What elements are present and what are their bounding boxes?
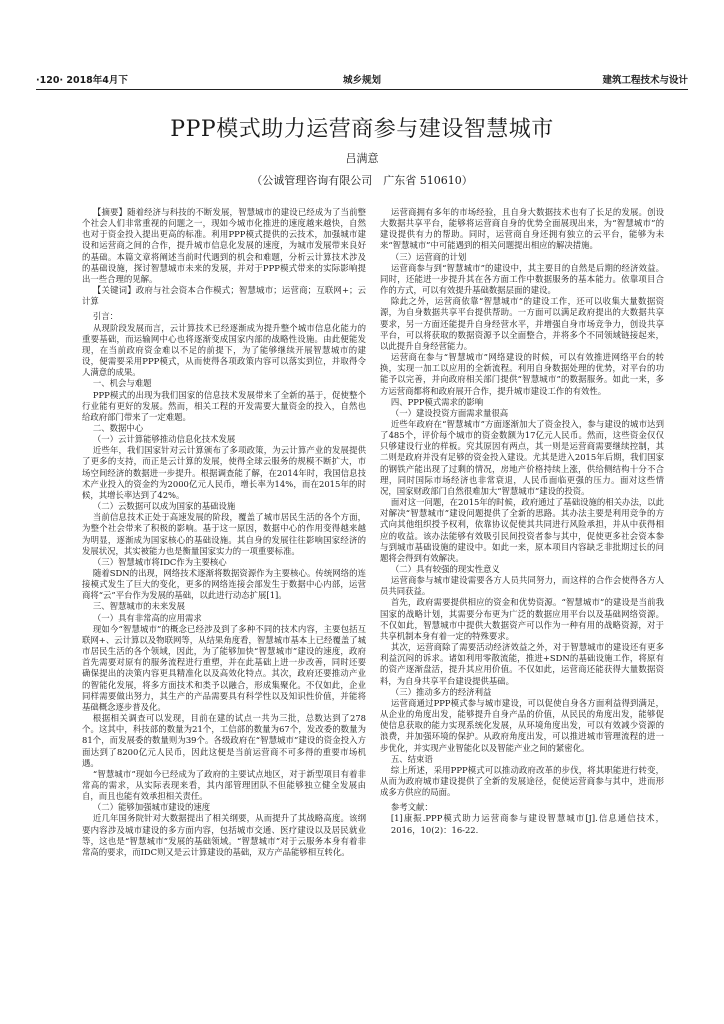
subsection-heading: （二）云数据可以成为国家的基础设施: [92, 501, 236, 512]
page-header: [36, 72, 688, 88]
article-author: 吕满意: [345, 152, 379, 165]
paragraph: 现如今“智慧城市”的概念已经涉及到了多种不同的技术内容，主要包括互联网+、云计算以及物联网等，从结果角度看，智慧城市基本上已经覆盖了城市居民生活的各个领域，因此，为了能够加快“智慧城市”建设的速度，政府首先需要对原有的服务流程进行重塑，并在此基础上进一步改善，同时还要确保提出的决策内容更具精准化以及高效化特点。其次，政府还要推动产业的智能化发展，将多方面技术和类予以融合，形成集聚化。不仅如此，企业同样需要做出努力，其生产的产品需要具有科学性以及知识性价值，并能将基础概念逐步普及化。: [82, 623, 366, 712]
paragraph: 综上所述，采用PPP模式可以推动政府改革的步伐，将其职能进行转变，从而为政府城市建设提供了全新的发展途径，促使运营商参与其中，进而形成多方供应的局面。: [380, 764, 664, 798]
reference-item: [1]康振.PPP模式助力运营商参与建设智慧城市[J].信息通信技术，2016，10(2)：16-22.: [390, 813, 664, 835]
paragraph: 面对这一问题，在2015年的时候，政府通过了基础设施的相关办法，以此对解决“智慧城市”建设问题提供了全新的思路。其办法主要是利用竞争的方式向其他组织授予权利，依靠协议促使其共同进行风险承担，并从中获得相应的收益。该办法能够有效吸引民间投资者参与其中，促使更多社会资本参与到城市基础设施的建设中。如此一来，原本项目内容缺乏非批期过长的问题将会得到有效解决。: [380, 497, 664, 563]
subsection-heading: （三）推动多方的经济利益: [390, 686, 492, 697]
paragraph: 随着SDN的出现，网络技术逐渐将数据资源作为主要核心。传统网络的连接模式发生了巨大的变化，更多的网络连接会部发生于数据中心内部，运营商将“云”平台作为发展的基础，以此进行动态扩展[1]。: [82, 568, 366, 601]
subsection-heading: （一）云计算能够推动信息化技术发展: [92, 434, 236, 445]
references-heading: 参考文献：: [390, 802, 433, 813]
keywords: 【关键词】政府与社会资本合作模式；智慧城市；运营商；互联网+；云计算: [82, 285, 366, 307]
subsection-heading: （三）运营商的计划: [390, 251, 467, 262]
paragraph: 从现阶段发展而言，云计算技术已经逐渐成为提升整个城市信息化能力的重要基础，而运输网中心也将逐渐变成国家内部的战略性设施。由此便能发现，在当前政府资金难以不足的前提下，为了能够继续开展智慧城市的建设，便需要采用PPP模式，从而使得各项政策内容可以落实到位，并取得令人满意的成果。: [82, 322, 366, 378]
section-heading: 一、机会与难题: [92, 378, 152, 389]
section-heading: 四、PPP模式需求的影响: [390, 396, 484, 407]
subsection-heading: （一）具有非常高的应用需求: [92, 612, 202, 623]
header-rule: [36, 89, 688, 90]
paragraph: 运营商拥有多年的市场经验，且自身大数据技术也有了长足的发展。创设大数据共享平台，能够将运营商自身的优势全面展现出来，为“智慧城市”的建设提供有力的帮助。同时，运营商自身还拥有独立的云平台，能够为未来“智慧城市”中可能遇到的相关问题提出相应的解决措施。: [380, 207, 664, 251]
subsection-heading: （二）具有较强的现实性意义: [390, 564, 500, 574]
subsection-heading: （一）建设投资方面需求量很高: [390, 407, 509, 418]
paragraph: 引言：: [92, 311, 119, 322]
page-number-date: ·120· 2018年4月下: [36, 75, 128, 86]
paragraph: “智慧城市”现如今已经成为了政府的主要试点地区，对于新型项目有着非常高的需求，从实际表现来看，其内部管理团队不但能够独立健全发展由自，而且也能有效承担相关责任。: [82, 768, 366, 802]
paragraph: 首先，政府需要提供相应的资金和优势资源。“智慧城市”的建设是当前我国家的战略计划，其需要分布更为广泛的数据应用平台以及基础网络资源。不仅如此，智慧城市中提供大数据资产可以作为一种有用的战略资源，对于共享机制本身有着一定的特殊要求。: [380, 597, 664, 641]
paragraph: 运营商参与城市建设需要各方人员共同努力，而这样的合作会使得各方人员共同获益。: [380, 575, 664, 597]
paragraph: 运营商通过PPP模式参与城市建设，可以促使自身各方面利益得到满足，从企业的角度出发，能够提升自身产品的价值，从民民的角度出发，能够促使信息获取的能力实现系统化发展，从环境角度出发，可以有效减少资源的浪费，并加强环境的保护。从政府角度出发，可以推进城市管理流程的进一步优化，并实现产业智能化以及智能产业之间的紧密化。: [380, 697, 664, 753]
paragraph: 运营商参与到“智慧城市”的建设中，其主要目的自然是后期的经济效益。同时，还能进一步提升其在各方面工作中数据服务的基本能力。依靠项目合作的方式，可以有效提升基础数据层面的建设。: [380, 262, 664, 296]
paragraph: PPP模式的出现为我们国家的信息技术发展带来了全新的基于，促使整个行业能有更好的发展。然而，相关工程的开发需要大量资金的投入，自然也给政府部门带来了一定难题。: [82, 389, 366, 422]
subsection-heading: （三）智慧城市将IDC作为主要核心: [92, 556, 227, 567]
abstract: 【摘要】随着经济与科技的不断发展，智慧城市的建设已经成为了当前整个社会人们非常重视的问题之一，现如今城市化推进的速度越来越快，自然也对于资金投入提出更高的标准。利用PPP模式提供的云技术，加强城市建设和运营商之间的合作，提升城市信息化发展的速度，为城市发展带来良好的基础。本篇文章将阐述当前时代遇到的机会和难题，分析云计算技术涉及的基础设施，探讨智慧城市未来的发展，并对于PPP模式带来的实际影响提出一些合理的见解。: [82, 207, 366, 284]
article-title: PPP模式助力运营商参与建设智慧城市: [170, 117, 554, 142]
paragraph: 其次，运营商除了需要活动经济效益之外，对于智慧城市的建设还有更多利益沉闷的诉求。诸如利用零散流能，推进+SDN的基础设施工作，将原有的资产逐渐盘活，提升其应用价值。不仅如此，运营商还能获得大量数据资料，为自身共享平台建设提供基础。: [380, 642, 664, 686]
section-name: 城乡规划: [342, 75, 381, 86]
paragraph: 当前信息技术正处于高速发展的阶段，覆盖了城市居民生活的各个方面，为整个社会带来了积极的影响。基于这一原因，数据中心的作用变得越来越为明显，逐渐成为国家核心的基础设施。其自身的发展往往影响国家经济的发展状况，其实被能力也是衡量国家实力的一项重要标准。: [82, 512, 366, 556]
paragraph: 近些年，我们国家针对云计算颁布了多项政策，为云计算产业的发展提供了更多的支持，而正是云计算的发展，使得全球云服务的规模不断扩大，市场空间经济的数据进一步提升。根据调查能了解，在2014年时，我国信息技术产业投入的资金约为2000亿元人民币，增长率为14%，而在2015年的时候，其增长率达到了42%。: [82, 445, 366, 500]
left-column: [82, 207, 366, 858]
section-heading: 五、结束语: [390, 753, 433, 764]
paragraph: 根据相关调查可以发现，目前在建的试点一共为三批，总数达到了278个。这其中，科技部的数量为21个，工信部的数量为67个，发改委的数量为81个，而发展委的数量则为39个。各级政府在“智慧城市”建设的资金投入方面达到了8200亿元人民币，因此这便是当前运营商不可多得的重要市场机遇。: [82, 713, 366, 768]
article-affiliation: （公诚管理咨询有限公司 广东省 510610）: [251, 174, 473, 187]
paragraph: 近些年政府在“智慧城市”方面逐渐加大了资金投入，参与建设的城市达到了485个，评价每个城市的资金数额为17亿元人民币。然而，这些资金仅仅只够建设行业的样板。究其原因有两点，其一则是运营商需要继续控制，其二则是政府并没有足够的资金投入建设。尤其是进入2015年后期，我们国家的钢铁产能出现了过剩的情况，房地产价格持续上涨，供给侧结构十分不合理，同时国际市场经济也非常衰退，人民币面临更强的压力。面对这些情况，国家财政部门自然很难加大“智慧城市”建设的投资。: [380, 418, 664, 496]
subsection-heading: （二）能够加强城市建设的速度: [92, 802, 211, 813]
journal-name: 建筑工程技术与设计: [602, 75, 688, 86]
paragraph: 除此之外，运营商依靠“智慧城市”的建设工作，还可以收集大量数据资源，为自身数据共享平台提供帮助。一方面可以满足政府提出的大数据共享要求，另一方面还能提升自身经营水平，并增强自身市场竞争力，创设共享平台，可以将获取的数据资源予以全面整合，并将多个不同领域链接起来，以此提升自身经营能力。: [380, 296, 664, 351]
right-column: [380, 207, 664, 836]
section-heading: 三、智慧城市的未来发展: [92, 601, 186, 612]
section-heading: 二、数据中心: [92, 422, 144, 433]
paragraph: 近几年国务院针对大数据提出了相关纲要，从而提升了其战略高度。该纲要内容涉及城市建设的多方面内容，包括城市交通、医疗建设以及居民就业等，这也是“智慧城市”发展的基础领域。“智慧城市”对于云服务本身有着非常高的要求，而IDC则又是云计算建设的基础，双方产品能够相互转化。: [82, 813, 366, 857]
paragraph: 运营商在参与“智慧城市”网络建设的时候，可以有效推进网络平台的转换，实现一加工以应用的全新流程。利用自身数据处理的优势，对平台的功能予以完善，并向政府相关部门提供“智慧城市”的数据服务。如此一来，多方运营商都将和政府展开合作，提升城市建设工作的有效性。: [380, 352, 664, 396]
